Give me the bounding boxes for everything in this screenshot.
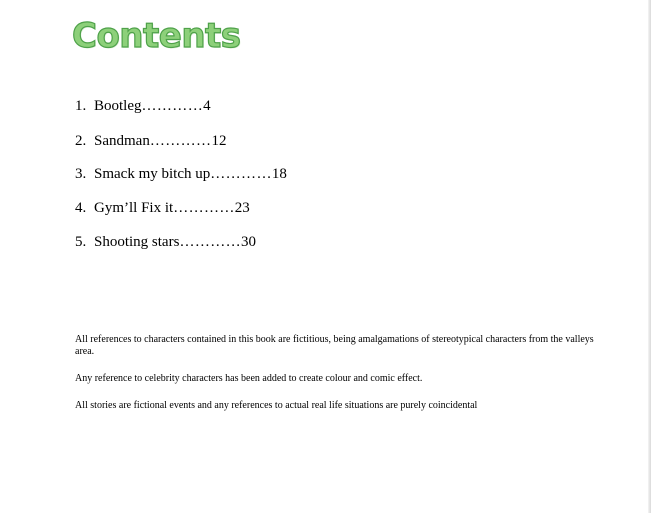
toc-entry[interactable] [75,234,256,251]
toc-entry-title: Shooting stars [94,234,180,250]
toc-entry-page: 18 [271,166,287,182]
contents-heading: Contents [72,16,241,56]
toc-entry-number: 5. [75,234,87,250]
disclaimer-fiction: All stories are fictional events and any references to actual real life situations are purely coincidental [75,400,478,411]
toc-entry-leader: ………… [179,234,242,250]
toc-entry[interactable] [75,200,250,217]
toc-entry-leader: ………… [173,200,235,216]
toc-entry-leader: ………… [210,166,272,182]
toc-entry-title: Smack my bitch up [94,166,211,182]
toc-entry-page: 4 [203,98,211,114]
toc-entry-number: 4. [75,200,87,216]
disclaimer-characters: All references to characters contained in this book are fictitious, being amalgamations of stereotypical characters from the valleys area. [75,334,594,357]
toc-entry-leader: ………… [149,133,212,149]
toc-entry-page: 12 [211,133,227,149]
toc-entry[interactable] [75,98,211,115]
toc-entry-number: 1. [75,98,87,114]
disclaimer-celebrities: Any reference to celebrity characters has been added to create colour and comic effect. [75,373,423,384]
toc-entry-title: Gym’ll Fix it [94,200,174,216]
toc-entry-title: Sandman [94,133,150,149]
toc-entry-leader: ………… [141,98,204,114]
toc-entry-number: 3. [75,166,87,182]
toc-entry[interactable] [75,166,287,183]
toc-entry-title: Bootleg [94,98,142,114]
toc-entry-page: 23 [234,200,250,216]
disclaimer-notes [75,334,595,427]
toc-entry-number: 2. [75,133,87,149]
toc-entry-page: 30 [241,234,257,250]
toc-entry[interactable] [75,133,226,150]
